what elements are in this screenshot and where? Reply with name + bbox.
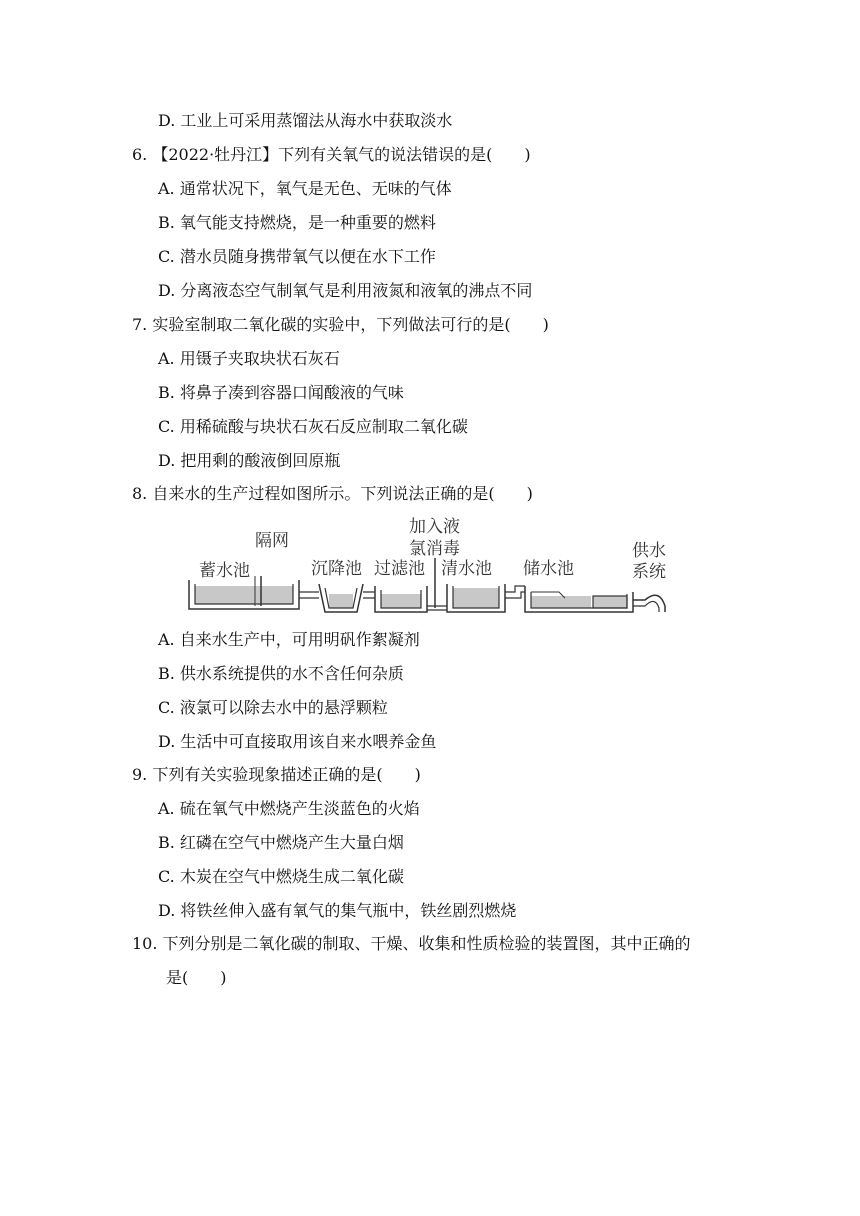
question-8-option-d[interactable]: D. 生活中可直接取用该自来水喂养金鱼 <box>158 732 437 751</box>
question-10-stem: 10. 下列分别是二氧化碳的制取、干燥、收集和性质检验的装置图，其中正确的 <box>132 934 691 953</box>
label-supply-1: 供水 <box>632 541 666 561</box>
label-settling-tank: 沉降池 <box>311 559 362 579</box>
storage-tank <box>525 586 633 612</box>
question-10-stem-continued: 是( ) <box>166 968 227 987</box>
question-8-option-a[interactable]: A. 自来水生产中，可用明矾作絮凝剂 <box>158 630 420 649</box>
question-7-option-b[interactable]: B. 将鼻子凑到容器口闻酸液的气味 <box>158 383 404 402</box>
settling-tank <box>319 584 363 612</box>
question-6-option-d[interactable]: D. 分离液态空气制氧气是利用液氮和液氧的沸点不同 <box>158 281 533 300</box>
question-6-option-a[interactable]: A. 通常状况下，氧气是无色、无味的气体 <box>158 179 452 198</box>
question-8-stem: 8. 自来水的生产过程如图所示。下列说法正确的是( ) <box>132 484 533 503</box>
filter-tank <box>375 586 427 612</box>
question-7-option-d[interactable]: D. 把用剩的酸液倒回原瓶 <box>158 451 341 470</box>
question-7-stem: 7. 实验室制取二氧化碳的实验中，下列做法可行的是( ) <box>132 315 549 334</box>
label-filter-tank: 过滤池 <box>374 559 425 579</box>
label-reservoir: 蓄水池 <box>199 561 250 581</box>
question-9-option-b[interactable]: B. 红磷在空气中燃烧产生大量白烟 <box>158 833 404 852</box>
question-9-option-a[interactable]: A. 硫在氧气中燃烧产生淡蓝色的火焰 <box>158 799 420 818</box>
supply-tap <box>633 595 665 612</box>
prev-option-d: D. 工业上可采用蒸馏法从海水中获取淡水 <box>158 111 453 130</box>
label-add-chlorine-1: 加入液 <box>409 517 460 537</box>
label-add-chlorine-2: 氯消毒 <box>409 539 460 559</box>
question-6-option-b[interactable]: B. 氧气能支持燃烧，是一种重要的燃料 <box>158 213 436 232</box>
question-7-option-c[interactable]: C. 用稀硫酸与块状石灰石反应制取二氧化碳 <box>158 417 468 436</box>
label-partition: 隔网 <box>255 531 289 551</box>
question-6-option-c[interactable]: C. 潜水员随身携带氧气以便在水下工作 <box>158 247 436 266</box>
label-storage-tank: 储水池 <box>523 559 574 579</box>
question-8-option-b[interactable]: B. 供水系统提供的水不含任何杂质 <box>158 664 404 683</box>
question-8-option-c[interactable]: C. 液氯可以除去水中的悬浮颗粒 <box>158 698 388 717</box>
question-9-option-d[interactable]: D. 将铁丝伸入盛有氧气的集气瓶中，铁丝剧烈燃烧 <box>158 901 517 920</box>
question-7-option-a[interactable]: A. 用镊子夹取块状石灰石 <box>158 349 340 368</box>
question-6-stem: 6. 【2022·牡丹江】下列有关氧气的说法错误的是( ) <box>132 145 531 164</box>
label-supply-2: 系统 <box>632 562 666 582</box>
question-9-stem: 9. 下列有关实验现象描述正确的是( ) <box>132 765 421 784</box>
clear-water-tank <box>447 584 505 612</box>
label-clear-water-tank: 清水池 <box>441 559 492 579</box>
question-9-option-c[interactable]: C. 木炭在空气中燃烧生成二氧化碳 <box>158 867 404 886</box>
water-treatment-diagram <box>183 514 673 618</box>
